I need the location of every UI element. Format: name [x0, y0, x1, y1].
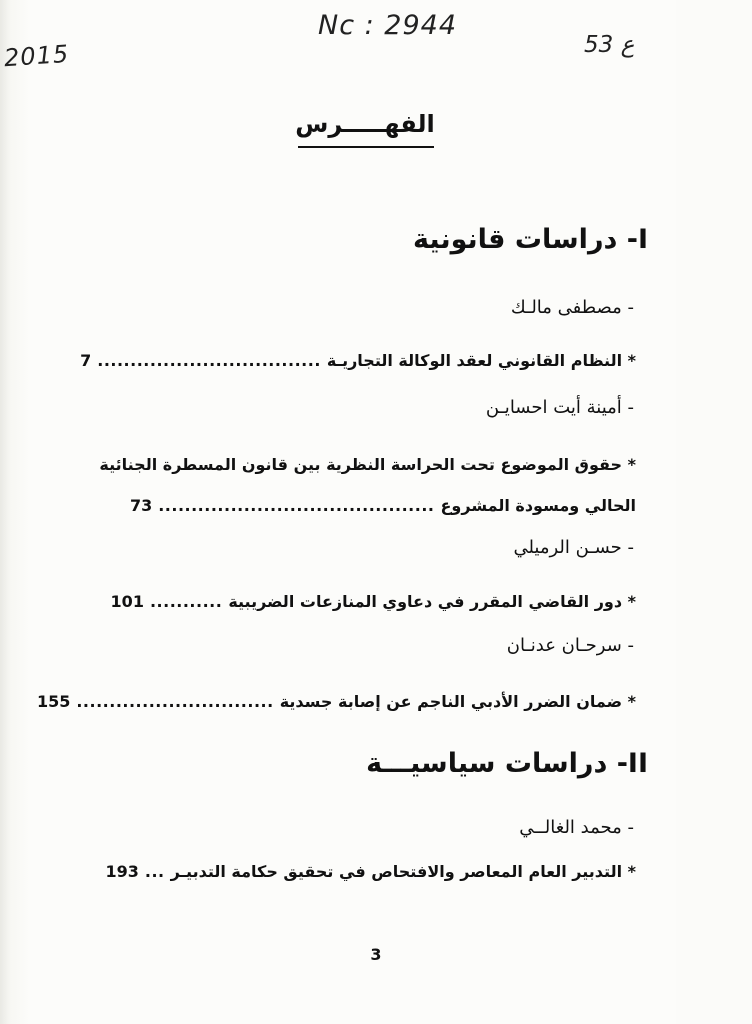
page-title: الفهـــــرس: [295, 110, 435, 138]
toc-entry-line: [96, 455, 636, 474]
author-name: - محمد الغالــي: [519, 817, 634, 838]
entry-leader-dots: ..........................................: [158, 496, 435, 515]
entry-title: * التدبير العام المعاصر والافتحاص في تحقيق حكامة التدبيـر: [170, 862, 636, 881]
entry-leader-dots: ..................................: [97, 351, 321, 370]
entry-page-number: 193: [105, 862, 139, 881]
toc-entry: [96, 496, 636, 515]
toc-entry: [96, 592, 636, 611]
entry-title: * دور القاضي المقرر في دعاوي المنازعات الضريبية: [228, 592, 636, 611]
entry-page-number: 73: [129, 496, 153, 515]
entry-leader-dots: ...........: [149, 592, 223, 611]
author-name: - حسـن الرميلي: [513, 537, 634, 558]
author-name: - مصطفى مالـك: [510, 297, 634, 318]
page-number: 3: [370, 945, 382, 964]
handwritten-year: 2015: [3, 39, 70, 73]
entry-page-number: 7: [80, 351, 92, 370]
title-underline: [298, 146, 434, 148]
entry-title: * حقوق الموضوع تحت الحراسة النظرية بين قانون المسطرة الجنائية: [99, 455, 636, 474]
author-name: - أمينة أيت احسايـن: [485, 397, 634, 418]
section-heading-political-studies: II- دراسات سياسيـــة: [366, 748, 648, 779]
toc-entry: [96, 862, 636, 881]
entry-page-number: 101: [110, 592, 144, 611]
author-name: - سرحـان عدنـان: [506, 635, 634, 656]
entry-title-continued: الحالي ومسودة المشروع: [440, 496, 636, 515]
entry-page-number: 155: [36, 692, 71, 711]
handwritten-shelf-mark: 53 ع: [584, 32, 635, 58]
entry-leader-dots: ..............................: [76, 692, 274, 711]
section-heading-legal-studies: I- دراسات قانونية: [413, 224, 648, 255]
handwritten-catalog-number: Nc : 2944: [318, 10, 458, 41]
entry-title: * ضمان الضرر الأدبي الناجم عن إصابة جسدية: [279, 692, 636, 711]
toc-entry: [36, 692, 636, 711]
entry-title: * النظام القانوني لعقد الوكالة التجاريـة: [326, 351, 636, 370]
entry-leader-dots: ...: [144, 862, 165, 881]
toc-entry: [80, 351, 636, 370]
